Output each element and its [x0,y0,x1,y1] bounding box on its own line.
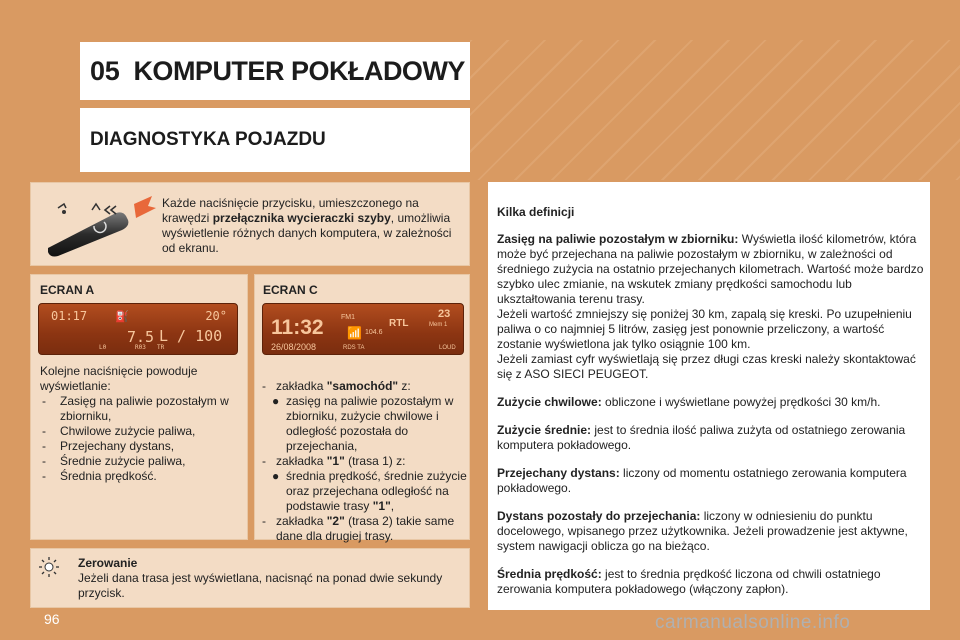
lightbulb-icon [38,556,60,578]
list-item: - Średnia prędkość. [40,469,245,484]
section-title: DIAGNOSTYKA POJAZDU [80,108,470,172]
display-label-0: L0 [99,344,107,351]
ecran-c-display [262,303,464,355]
tip-text [78,556,468,601]
page-number: 96 [44,611,60,627]
tip-heading: Zerowanie [78,556,138,570]
chapter-title: KOMPUTER POKŁADOWY [133,55,465,86]
definitions-title: Kilka definicji [497,205,575,219]
chapter-title-box [80,42,470,100]
definition-item: Zużycie średnie: jest to średnia ilość paliwa zużyta od ostatniego zerowania komputera pokładowego. [497,423,906,452]
definition-item: Przejechany dystans: liczony od momentu ostatniego zerowania komputera pokładowego. [497,466,907,495]
display-unit: L / 100 [159,327,223,345]
list-item: - zakładka "samochód" z: [262,379,411,393]
list-item: - Średnie zużycie paliwa, [40,454,245,469]
fuel-pump-icon: ⛽ [115,310,129,323]
radio-signal-icon: 📶 [347,326,362,340]
ecran-a-list [40,364,245,484]
ecran-c-list [262,379,470,544]
display-time: 01:17 [51,309,88,323]
definition-item: Średnia prędkość: jest to średnia prędkość liczona od chwili ostatniego zerowania komputera pokładowego (włączony zapłon). [497,567,881,596]
list-item: - zakładka "1" (trasa 1) z: [262,454,406,468]
ecran-a-heading: ECRAN A [40,283,95,297]
list-subitem: ● średnia prędkość, średnie zużycie oraz przejechana odległość na podstawie trasy "1", [272,469,467,513]
watermark: carmanualsonline.info [655,612,851,633]
display-date: 26/08/2008 [271,342,317,352]
list-item: - zakładka "2" (trasa 2) takie same dane dla drugiej trasy. [262,514,455,543]
definitions [497,205,925,610]
list-item: - Przejechany dystans, [40,439,245,454]
ecran-a-display [38,303,238,355]
display-freq: 104.6 [365,329,383,336]
wiper-stalk-icon [44,194,160,258]
list-subitem: ● zasięg na paliwie pozostałym w zbiorniku, zużycie chwilowe i odległość pozostała do przejechania, [272,394,454,453]
definition-item: Dystans pozostały do przejechania: liczony w odniesieniu do punktu docelowego, wpisanego przez użytkownika. Jeżeli prowadzenie jest aktywne, system nawigacji oblicza go na bieżąco. [497,509,908,553]
list-item: - Chwilowe zużycie paliwa, [40,424,245,439]
display-loud: LOUD [439,345,456,351]
display-time: 11:32 [271,316,324,339]
definition-item: Zasięg na paliwie pozostałym w zbiorniku: Wyświetla ilość kilometrów, która może być przejechana na paliwie pozostałym w zbiorniku, w zależności od średniego zużycia na ostatnio przejechanych kilometrach. Wartość może bardzo szybko ulec zmianie, na wskutek zmiany prędkości samochodu lub ukształtowania terenu trasy. Jeżeli wartość zmniejszy się poniżej 30 km, zapalą się kreski. Po uzupełnieniu paliwa o co najmniej 5 litrów, zasięg jest ponownie przeliczony, a wartość zostanie wyświetlona jak tylko osiągnie 100 km. Jeżeli zamiast cyfr wyświetlają się przez długi czas kreski należy skontaktować się z ASO SIECI PEUGEOT. [497,232,924,381]
display-label-1: R03 [135,344,146,351]
chapter-number: 05 [90,55,120,86]
display-station: RTL [389,318,409,329]
intro-text: Każde naciśnięcie przycisku, umieszczonego na krawędzi przełącznika wycieraczki szyby, umożliwia wyświetlenie różnych danych komputera, w zależności od ekranu. [162,196,452,255]
definition-item: Zużycie chwilowe: obliczone i wyświetlane powyżej prędkości 30 km/h. [497,395,881,409]
display-small-value: 7.5 [127,328,155,346]
display-temp: 23 [438,308,451,320]
display-temp: 20° [205,309,227,323]
ecran-c-heading: ECRAN C [263,283,318,297]
tip-body: Jeżeli dana trasa jest wyświetlana, nacisnąć na ponad dwie sekundy przycisk. [78,571,443,600]
ecran-a-lead: Kolejne naciśnięcie powoduje wyświetlanie: [40,364,198,393]
decorative-stripes [470,40,960,180]
display-mem: Mem 1 [429,322,448,328]
list-item: - Zasięg na paliwie pozostałym w zbiorniku, [40,394,245,424]
display-label-2: TR [157,344,165,351]
display-band: FM1 [341,314,355,321]
display-rds: RDS TA [343,345,365,351]
